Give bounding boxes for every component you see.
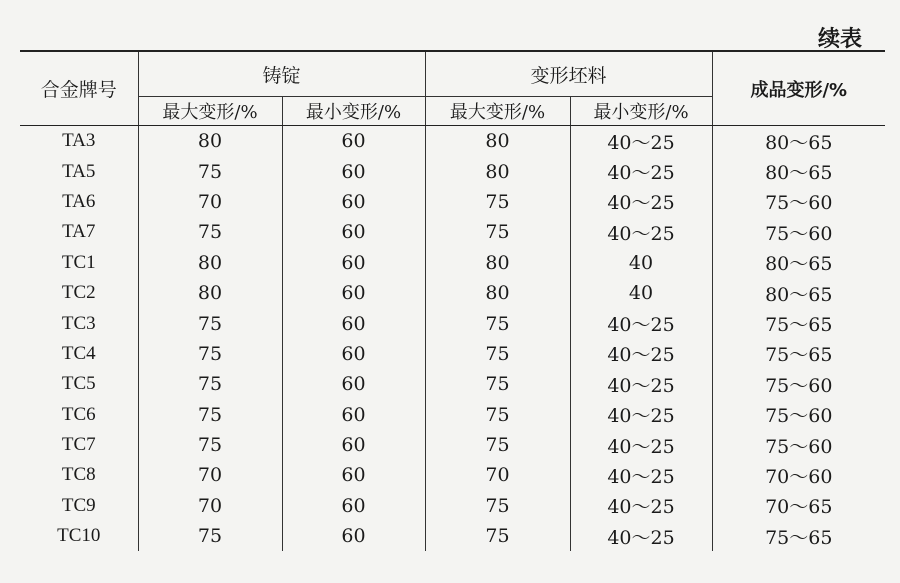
table-cell: 75	[138, 400, 282, 430]
table-cell: 75～60	[712, 400, 885, 430]
table-row	[20, 278, 885, 308]
table-cell: 40～25	[570, 156, 712, 186]
table-cell: 80	[138, 248, 282, 278]
table-cell: 80～65	[712, 248, 885, 278]
table-cell: 70	[425, 460, 570, 490]
table-row	[20, 400, 885, 430]
table-row	[20, 491, 885, 521]
table-cell: 75～60	[712, 217, 885, 247]
table-cell: 70～65	[712, 491, 885, 521]
header-ingot-max: 最大变形/%	[138, 97, 282, 126]
header-billet-min: 最小变形/%	[570, 97, 712, 126]
table-cell: 60	[282, 400, 425, 430]
table-cell: 75	[425, 308, 570, 338]
table-caption: 续表	[818, 27, 863, 52]
deformation-table	[20, 50, 885, 551]
table-row	[20, 369, 885, 399]
table-cell: TC1	[61, 251, 96, 273]
table-cell: 75～60	[712, 187, 885, 217]
header-billet: 变形坯料	[425, 51, 712, 97]
table-cell: 40～25	[570, 126, 712, 157]
table-cell: 60	[282, 308, 425, 338]
table-cell: 60	[282, 187, 425, 217]
table-cell: 40	[570, 248, 712, 278]
table-cell: 80	[425, 248, 570, 278]
table-cell: 40～25	[570, 521, 712, 551]
table-cell: 80	[425, 278, 570, 308]
table-cell: 75	[138, 308, 282, 338]
table-cell: 75～65	[712, 339, 885, 369]
table-row	[20, 187, 885, 217]
table-cell: 75	[425, 187, 570, 217]
table-cell: 60	[282, 126, 425, 157]
table-cell: 75	[425, 339, 570, 369]
table-cell: 75	[138, 217, 282, 247]
table-cell: 60	[282, 430, 425, 460]
table-cell: TA5	[62, 160, 96, 182]
header-billet-max: 最大变形/%	[425, 97, 570, 126]
table-cell: TA3	[62, 130, 96, 152]
table-cell: 80	[425, 156, 570, 186]
table-cell: TC5	[61, 373, 96, 395]
table-row	[20, 248, 885, 278]
header-product: 成品变形/%	[712, 51, 885, 126]
table-cell: TC6	[61, 403, 96, 425]
table-cell: 60	[282, 521, 425, 551]
table-cell: 60	[282, 491, 425, 521]
table-cell: 75	[425, 491, 570, 521]
table-cell: 80	[138, 278, 282, 308]
table-row	[20, 521, 885, 551]
table-cell: TA7	[62, 221, 96, 243]
table-cell: 75	[425, 430, 570, 460]
table-cell: 70	[138, 460, 282, 490]
header-ingot: 铸锭	[138, 51, 425, 97]
table-cell: 60	[282, 248, 425, 278]
header-alloy: 合金牌号	[20, 51, 138, 126]
table-cell: 80～65	[712, 278, 885, 308]
table-cell: TC3	[61, 312, 96, 334]
table-cell: 60	[282, 156, 425, 186]
table-cell: TC2	[61, 282, 96, 304]
table-cell: 80	[425, 126, 570, 157]
table-cell: 75～65	[712, 308, 885, 338]
table-cell: TC10	[57, 525, 101, 547]
table-cell: 40～25	[570, 339, 712, 369]
table-cell: 75	[138, 156, 282, 186]
table-cell: 40～25	[570, 187, 712, 217]
table-cell: 60	[282, 339, 425, 369]
table-row	[20, 217, 885, 247]
table-cell: 75	[425, 217, 570, 247]
table-row	[20, 308, 885, 338]
table-cell: 75	[425, 521, 570, 551]
table-cell: 70～60	[712, 460, 885, 490]
table-cell: 75	[425, 400, 570, 430]
table-cell: 40	[570, 278, 712, 308]
header-ingot-min: 最小变形/%	[282, 97, 425, 126]
table-cell: 70	[138, 187, 282, 217]
table-row	[20, 126, 885, 157]
table-cell: 75	[138, 339, 282, 369]
table-cell: TC7	[61, 434, 96, 456]
table-cell: 70	[138, 491, 282, 521]
table-cell: 40～25	[570, 400, 712, 430]
table-cell: TA6	[62, 190, 96, 212]
table-cell: 75～60	[712, 430, 885, 460]
table-cell: 40～25	[570, 369, 712, 399]
table-cell: 40～25	[570, 430, 712, 460]
table-cell: 60	[282, 369, 425, 399]
table-cell: 60	[282, 278, 425, 308]
table-cell: 80～65	[712, 156, 885, 186]
table-cell: 40～25	[570, 491, 712, 521]
table-cell: 40～25	[570, 217, 712, 247]
table-cell: 75	[138, 521, 282, 551]
table-cell: 60	[282, 217, 425, 247]
table-cell: 75	[425, 369, 570, 399]
table-cell: 40～25	[570, 460, 712, 490]
table-cell: 75～65	[712, 521, 885, 551]
table-cell: 80～65	[712, 126, 885, 157]
table-cell: TC9	[61, 494, 96, 516]
table-cell: TC4	[61, 342, 96, 364]
table-row	[20, 339, 885, 369]
table-cell: 75～60	[712, 369, 885, 399]
table-cell: 75	[138, 369, 282, 399]
table-cell: 75	[138, 430, 282, 460]
table-cell: TC8	[61, 464, 96, 486]
table-cell: 80	[138, 126, 282, 157]
table-cell: 60	[282, 460, 425, 490]
table-cell: 40～25	[570, 308, 712, 338]
table-row	[20, 430, 885, 460]
table-row	[20, 460, 885, 490]
table-row	[20, 156, 885, 186]
